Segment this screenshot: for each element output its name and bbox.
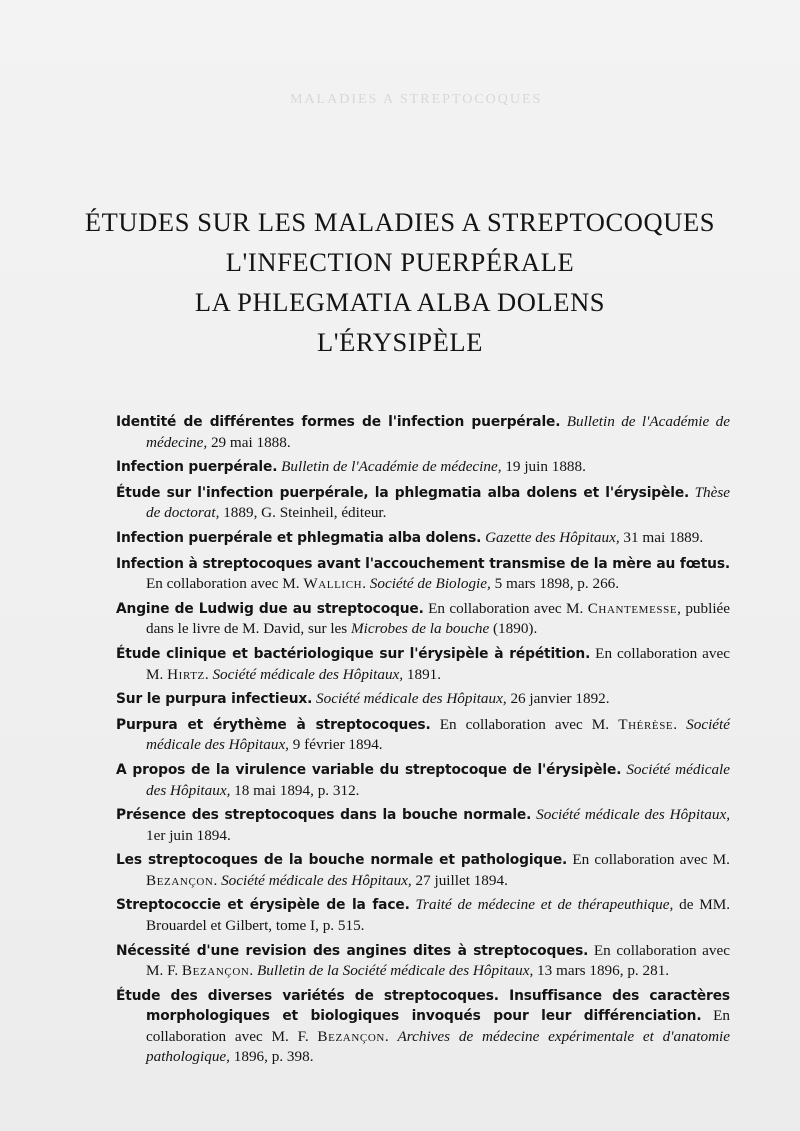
entry-collab-prefix: En collaboration avec M. F. <box>146 941 730 980</box>
entry-details: de MM. Brouardel et Gilbert, tome I, p. 515. <box>146 896 731 935</box>
entry-title: A propos de la virulence variable du streptocoque de l'érysipèle. <box>116 761 622 778</box>
entry-title: Infection à streptocoques avant l'accouchement transmise de la mère au fœtus. <box>116 555 730 572</box>
bibliography-entry <box>116 895 730 935</box>
entry-title: Étude clinique et bactériologique sur l'érysipèle à répétition. <box>116 645 591 662</box>
entry-details: 18 mai 1894, p. 312. <box>230 781 360 799</box>
entry-collab-prefix: En collaboration avec M. <box>439 715 619 733</box>
entry-title: Purpura et érythème à streptocoques. <box>116 716 431 733</box>
entry-collaborator: Bezançon <box>146 871 214 889</box>
bibliography-entry <box>116 850 730 890</box>
bibliography-entry <box>116 760 730 800</box>
heading-line-3: LA PHLEGMATIA ALBA DOLENS <box>194 287 606 317</box>
page-heading <box>0 202 800 362</box>
entry-details: 29 mai 1888. <box>207 433 291 451</box>
entry-collab-suffix: . <box>249 962 257 980</box>
entry-collaborator: Bezançon <box>317 1028 385 1046</box>
heading-line-2: L'INFECTION PUERPÉRALE <box>225 247 575 277</box>
entry-collab-suffix: . <box>204 665 213 683</box>
entry-title: Sur le purpura infectieux. <box>116 691 313 708</box>
entry-details: 19 juin 1888. <box>501 458 586 476</box>
entry-publication: Société médicale des Hôpitaux, <box>316 690 507 708</box>
entry-collab-prefix: En collaboration avec M. <box>146 644 730 683</box>
entry-title: Infection puerpérale. <box>116 459 278 476</box>
bibliography-entry <box>116 412 730 452</box>
entry-details: 1896, p. 398. <box>229 1047 314 1065</box>
entry-publication: Société médicale des Hôpitaux, <box>146 715 731 754</box>
entry-collab-suffix: . <box>384 1028 398 1046</box>
entry-collab-suffix: . <box>213 871 222 889</box>
bibliography-entry <box>116 599 730 639</box>
entry-collab-prefix: En collaboration avec M. <box>572 851 730 869</box>
entry-details: 5 mars 1898, p. 266. <box>490 575 620 593</box>
entry-collaborator: Bezançon <box>181 962 250 980</box>
entry-details: 1889, G. Steinheil, éditeur. <box>219 504 387 522</box>
heading-line-4: L'ÉRYSIPÈLE <box>317 327 483 357</box>
entry-collab-suffix: , publiée dans le livre de M. David, sur les <box>146 599 731 638</box>
entry-publication: Bulletin de l'Académie de médecine, <box>281 458 502 476</box>
entry-details: 31 mai 1889. <box>619 528 704 546</box>
entry-collab-suffix: . <box>673 715 687 733</box>
entry-title: Étude des diverses variétés de streptocoques. Insuffisance des caractères morphologiques et biologiques invoqués pour leur différenciation. <box>116 987 730 1025</box>
entry-publication: Société médicale des Hôpitaux, <box>536 806 731 824</box>
bibliography-entry <box>116 457 730 478</box>
entry-publication: Archives de médecine expérimentale et d'anatomie pathologique, <box>146 1028 731 1065</box>
bibliography-entry <box>116 941 730 981</box>
entry-collaborator: Chantemesse <box>587 599 678 617</box>
entry-title: Identité de différentes formes de l'infection puerpérale. <box>116 414 561 430</box>
entry-publication: Microbes de la bouche <box>351 620 490 638</box>
entry-publication: Traité de médecine et de thérapeuthique, <box>415 896 674 914</box>
entry-title: Nécessité d'une revision des angines dites à streptocoques. <box>116 942 589 959</box>
entry-title: Angine de Ludwig due au streptocoque. <box>116 600 424 617</box>
entry-details: 1891. <box>403 665 442 683</box>
entry-publication: Bulletin de la Société médicale des Hôpitaux, <box>257 962 534 980</box>
bibliography-entry <box>116 554 730 594</box>
entry-title: Les streptocoques de la bouche normale et pathologique. <box>116 852 568 869</box>
entry-details: (1890). <box>489 620 538 638</box>
entry-publication: Société médicale des Hôpitaux, <box>221 871 412 889</box>
entry-details: 1er juin 1894. <box>146 826 231 844</box>
bibliography-list <box>116 412 730 1071</box>
entry-collab-suffix: . <box>362 575 370 593</box>
bibliography-entry <box>116 689 730 710</box>
entry-collab-prefix: En collaboration avec M. F. <box>146 1007 730 1046</box>
entry-publication: Société médicale des Hôpitaux, <box>146 760 731 799</box>
heading-line-1: ÉTUDES SUR LES MALADIES A STREPTOCOQUES <box>84 207 716 237</box>
entry-collaborator: Thérèse <box>618 715 674 733</box>
entry-title: Présence des streptocoques dans la bouche normale. <box>116 807 532 824</box>
entry-collaborator: Wallich <box>303 575 363 593</box>
bibliography-entry <box>116 483 730 523</box>
bibliography-entry <box>116 715 730 755</box>
entry-publication: Bulletin de l'Académie de médecine, <box>146 413 730 451</box>
entry-title: Infection puerpérale et phlegmatia alba dolens. <box>116 529 482 546</box>
entry-publication: Thèse de doctorat, <box>146 483 730 522</box>
entry-publication: Société de Biologie, <box>369 575 491 593</box>
entry-details: 26 janvier 1892. <box>506 690 610 708</box>
bibliography-entry <box>116 986 730 1066</box>
entry-details: 13 mars 1896, p. 281. <box>533 962 670 980</box>
bibliography-entry <box>116 644 730 684</box>
entry-title: Streptococcie et érysipèle de la face. <box>116 897 410 914</box>
entry-collab-prefix: En collaboration avec M. <box>428 599 588 617</box>
entry-publication: Société médicale des Hôpitaux, <box>212 665 404 683</box>
entry-title: Étude sur l'infection puerpérale, la phlegmatia alba dolens et l'érysipèle. <box>116 484 690 501</box>
bleed-through-running-head: MALADIES A STREPTOCOQUES <box>290 92 543 107</box>
bibliography-entry <box>116 528 730 549</box>
entry-details: 27 juillet 1894. <box>411 871 508 889</box>
entry-collaborator: Hirtz <box>167 665 205 683</box>
entry-details: 9 février 1894. <box>288 736 383 754</box>
entry-collab-prefix: En collaboration avec M. <box>146 575 304 593</box>
entry-publication: Gazette des Hôpitaux, <box>485 528 620 546</box>
bibliography-entry <box>116 805 730 845</box>
